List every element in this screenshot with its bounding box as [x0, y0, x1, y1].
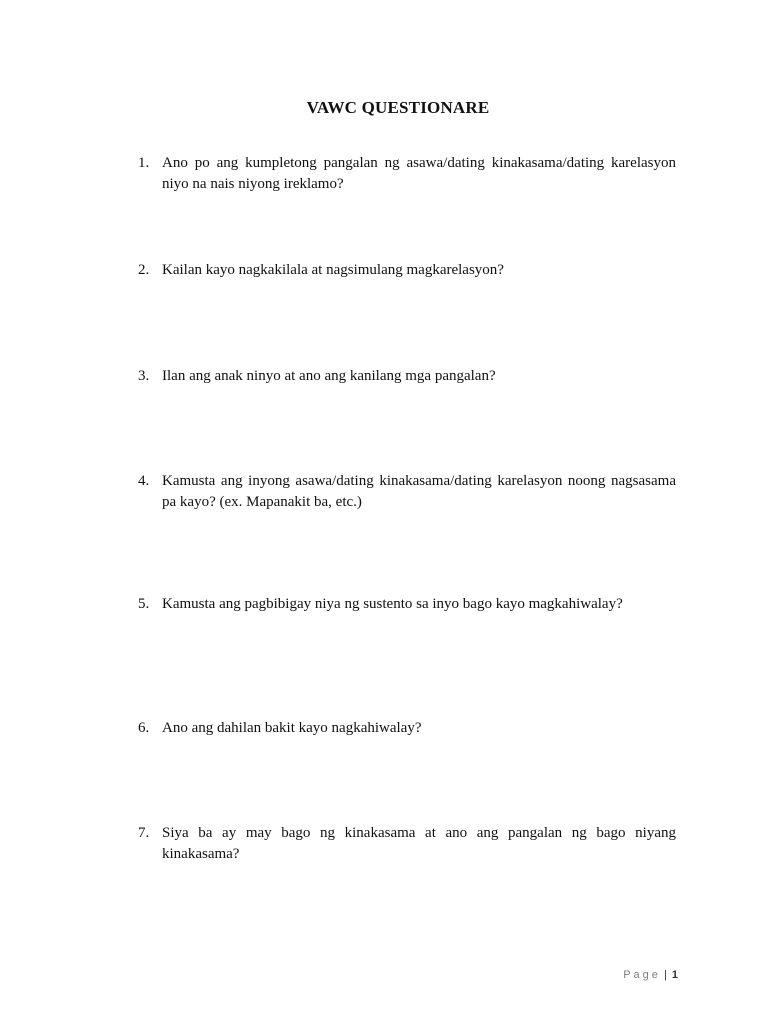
question-item — [138, 260, 676, 281]
footer-page-number: 1 — [671, 969, 678, 981]
document-title: VAWC QUESTIONARE — [306, 98, 490, 117]
question-number: 2. — [138, 262, 150, 278]
question-text: Ano po ang kumpletong pangalan ng asawa/dating kinakasama/dating karelasyon niyo na nais niyong ireklamo? — [162, 155, 676, 192]
page-footer — [623, 969, 678, 981]
question-item — [138, 823, 676, 865]
question-number: 1. — [138, 155, 150, 171]
footer-separator: | — [663, 969, 667, 981]
question-text: Kailan kayo nagkakilala at nagsimulang magkarelasyon? — [162, 262, 504, 278]
question-item — [138, 718, 676, 739]
question-number: 6. — [138, 720, 150, 736]
question-text: Siya ba ay may bago ng kinakasama at ano ang pangalan ng bago niyang kinakasama? — [162, 825, 676, 862]
question-number: 7. — [138, 825, 150, 841]
question-text: Ano ang dahilan bakit kayo nagkahiwalay? — [162, 720, 422, 736]
question-item — [138, 471, 676, 513]
question-number: 5. — [138, 596, 150, 612]
question-text: Kamusta ang inyong asawa/dating kinakasama/dating karelasyon noong nagsasama pa kayo? (ex. Mapanakit ba, etc.) — [162, 473, 676, 510]
footer-page-label: Page — [623, 969, 661, 981]
question-text: Ilan ang anak ninyo at ano ang kanilang mga pangalan? — [162, 368, 496, 384]
question-number: 4. — [138, 473, 150, 489]
question-item — [138, 153, 676, 195]
question-number: 3. — [138, 368, 150, 384]
question-item — [138, 594, 676, 615]
question-item — [138, 366, 676, 387]
question-text: Kamusta ang pagbibigay niya ng sustento sa inyo bago kayo magkahiwalay? — [162, 596, 623, 612]
